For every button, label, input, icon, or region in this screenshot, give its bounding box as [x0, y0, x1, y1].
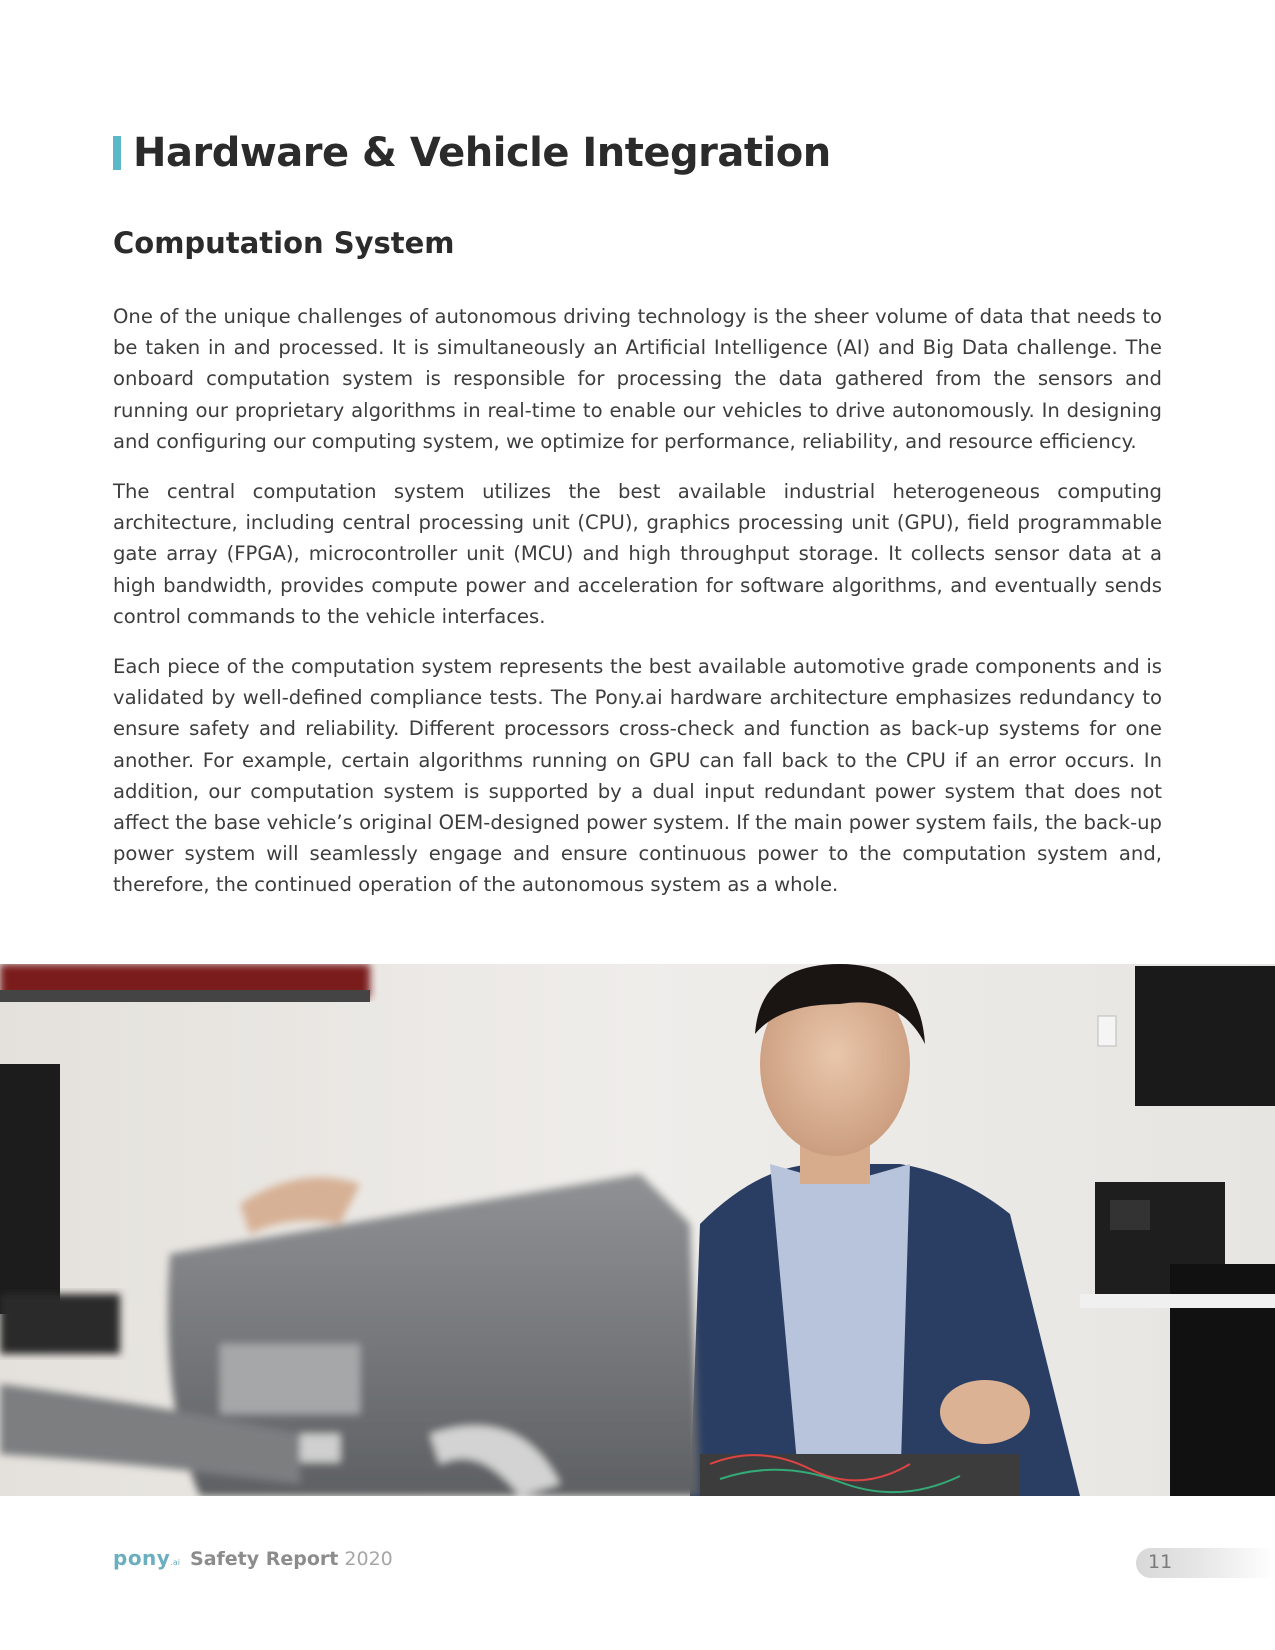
footer-brand [113, 1546, 393, 1570]
section-title: Computation System [113, 226, 455, 260]
pony-logo-suffix: .ai [170, 1558, 181, 1567]
lab-photo [0, 964, 1275, 1496]
paragraph-2: The central computation system utilizes the best available industrial heterogeneous computing architecture, including central processing unit (CPU), graphics processing unit (GPU), field programmable gate array (FPGA), microcontroller unit (MCU) and high throughput storage. It collects sensor data at a high bandwidth, provides compute power and acceleration for software algorithms, and eventually sends control commands to the vehicle interfaces. [113, 480, 1162, 628]
report-label: Safety Report [190, 1548, 339, 1570]
page-title-text: Hardware & Vehicle Integration [133, 130, 831, 176]
body-text [113, 301, 1162, 920]
page-title [113, 130, 831, 176]
paragraph-3: Each piece of the computation system represents the best available automotive grade components and is validated by well-defined compliance tests. The Pony.ai hardware architecture emphasizes redundancy to ensure safety and reliability. Different processors cross-check and function as back-up systems for one another. For example, certain algorithms running on GPU can fall back to the CPU if an error occurs. In addition, our computation system is supported by a dual input redundant power system that does not affect the base vehicle’s original OEM-designed power system. If the main power system fails, the back-up power system will seamlessly engage and ensure continuous power to the computation system and, therefore, the continued operation of the autonomous system as a whole. [113, 655, 1162, 897]
paragraph-1: One of the unique challenges of autonomous driving technology is the sheer volume of data that needs to be taken in and processed. It is simultaneously an Artificial Intelligence (AI) and Big Data challenge. The onboard computation system is responsible for processing the data gathered from the sensors and running our proprietary algorithms in real-time to enable our vehicles to drive autonomously. In designing and configuring our computing system, we optimize for performance, reliability, and resource efficiency. [113, 305, 1162, 453]
page-number: 11 [1148, 1551, 1173, 1573]
title-accent-bar [113, 136, 121, 170]
report-year: 2020 [344, 1548, 393, 1570]
lab-photo-illustration [0, 964, 1275, 1496]
pony-logo: pony [113, 1546, 171, 1570]
